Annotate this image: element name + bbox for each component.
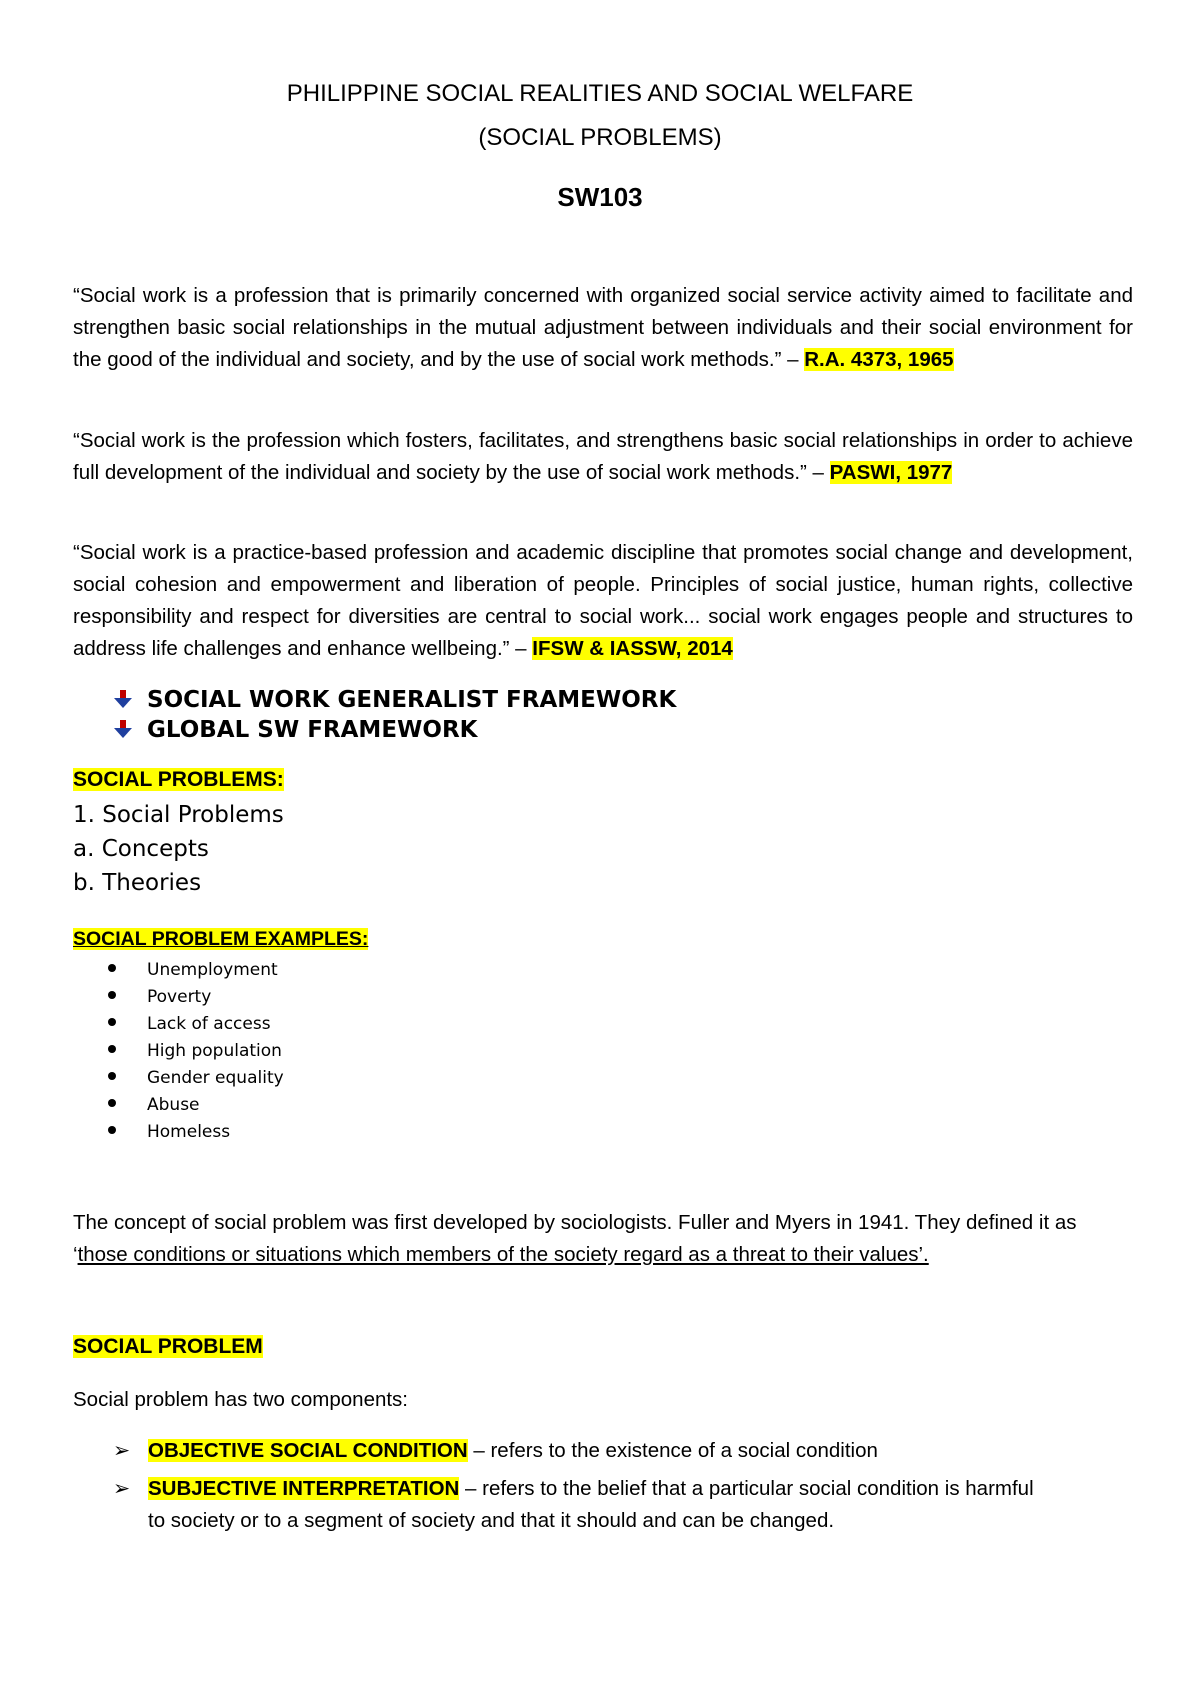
component-term: SUBJECTIVE INTERPRETATION: [148, 1477, 460, 1500]
definition-source: IFSW & IASSW, 2014: [532, 637, 733, 660]
component-desc: – refers to the belief that a particular social condition is harmful: [459, 1477, 1034, 1500]
framework-label: GLOBAL SW FRAMEWORK: [147, 717, 478, 743]
concept-quote: those conditions or situations which members of the society regard as a threat to their values’.: [77, 1243, 929, 1266]
heading-label: SOCIAL PROBLEMS:: [73, 768, 284, 791]
concept-text: The concept of social problem was first developed by sociologists. Fuller and Myers in 1941. They defined it as ‘: [73, 1211, 1077, 1266]
social-problem-heading: [73, 1335, 263, 1359]
bullet-icon: [108, 1045, 116, 1053]
bullet-icon: [108, 964, 116, 972]
definition-text: “Social work is the profession which fosters, facilitates, and strengthens basic social relationships in order to achieve full development of the individual and society by the use of social work methods.” –: [73, 429, 1133, 484]
course-code: SW103: [557, 182, 643, 212]
social-problems-heading: [73, 768, 284, 792]
component-desc: – refers to the existence of a social condition: [467, 1439, 878, 1462]
bullet-icon: [108, 1018, 116, 1026]
document-title: PHILIPPINE SOCIAL REALITIES AND SOCIAL WELFARE: [286, 80, 914, 107]
arrow-down-icon: [113, 718, 133, 740]
example-item: Homeless: [108, 1122, 230, 1142]
definition-source: R.A. 4373, 1965: [804, 348, 954, 371]
bullet-icon: [108, 1072, 116, 1080]
definition-source: PASWI, 1977: [829, 461, 953, 484]
definition-text: “Social work is a practice-based profession and academic discipline that promotes social change and development, social cohesion and empowerment and liberation of people. Principles of social justice, human rights, collective responsibility and respect for diversities are central to social work... social work engages people and structures to address life challenges and enhance wellbeing.” –: [73, 541, 1133, 660]
example-item: Unemployment: [108, 960, 278, 980]
components-intro: Social problem has two components:: [73, 1388, 409, 1411]
definition-paswi: [73, 425, 1133, 489]
list-item: a. Concepts: [73, 836, 209, 862]
component-item: [113, 1434, 1133, 1467]
definition-ra4373: [73, 280, 1133, 376]
framework-label: SOCIAL WORK GENERALIST FRAMEWORK: [147, 687, 677, 713]
bullet-icon: [108, 1099, 116, 1107]
heading-label: SOCIAL PROBLEM: [73, 1335, 263, 1358]
examples-heading: [73, 928, 368, 951]
example-item: High population: [108, 1041, 282, 1061]
example-item: Poverty: [108, 987, 211, 1007]
document-subtitle: (SOCIAL PROBLEMS): [478, 124, 722, 151]
framework-item: [113, 685, 676, 715]
arrow-right-icon: ➢: [113, 1438, 131, 1462]
definition-text: “Social work is a profession that is primarily concerned with organized social service activity aimed to facilitate and strengthen basic social relationships in the mutual adjustment between individuals and their social environment for the good of the individual and society, and by the use of social work methods.” –: [73, 284, 1133, 371]
framework-item: [113, 715, 477, 745]
example-item: Gender equality: [108, 1068, 284, 1088]
component-item: [113, 1472, 1133, 1537]
bullet-icon: [108, 1126, 116, 1134]
bullet-icon: [108, 991, 116, 999]
definition-ifsw: [73, 537, 1133, 665]
arrow-right-icon: ➢: [113, 1476, 131, 1500]
concept-paragraph: [73, 1207, 1133, 1271]
heading-label: SOCIAL PROBLEM EXAMPLES:: [73, 928, 369, 950]
component-term: OBJECTIVE SOCIAL CONDITION: [148, 1439, 468, 1462]
component-desc-continued: to society or to a segment of society and that it should and can be changed.: [148, 1509, 835, 1532]
list-item: 1. Social Problems: [73, 802, 284, 828]
example-item: Lack of access: [108, 1014, 271, 1034]
list-item: b. Theories: [73, 870, 202, 896]
example-item: Abuse: [108, 1095, 200, 1115]
arrow-down-icon: [113, 688, 133, 710]
